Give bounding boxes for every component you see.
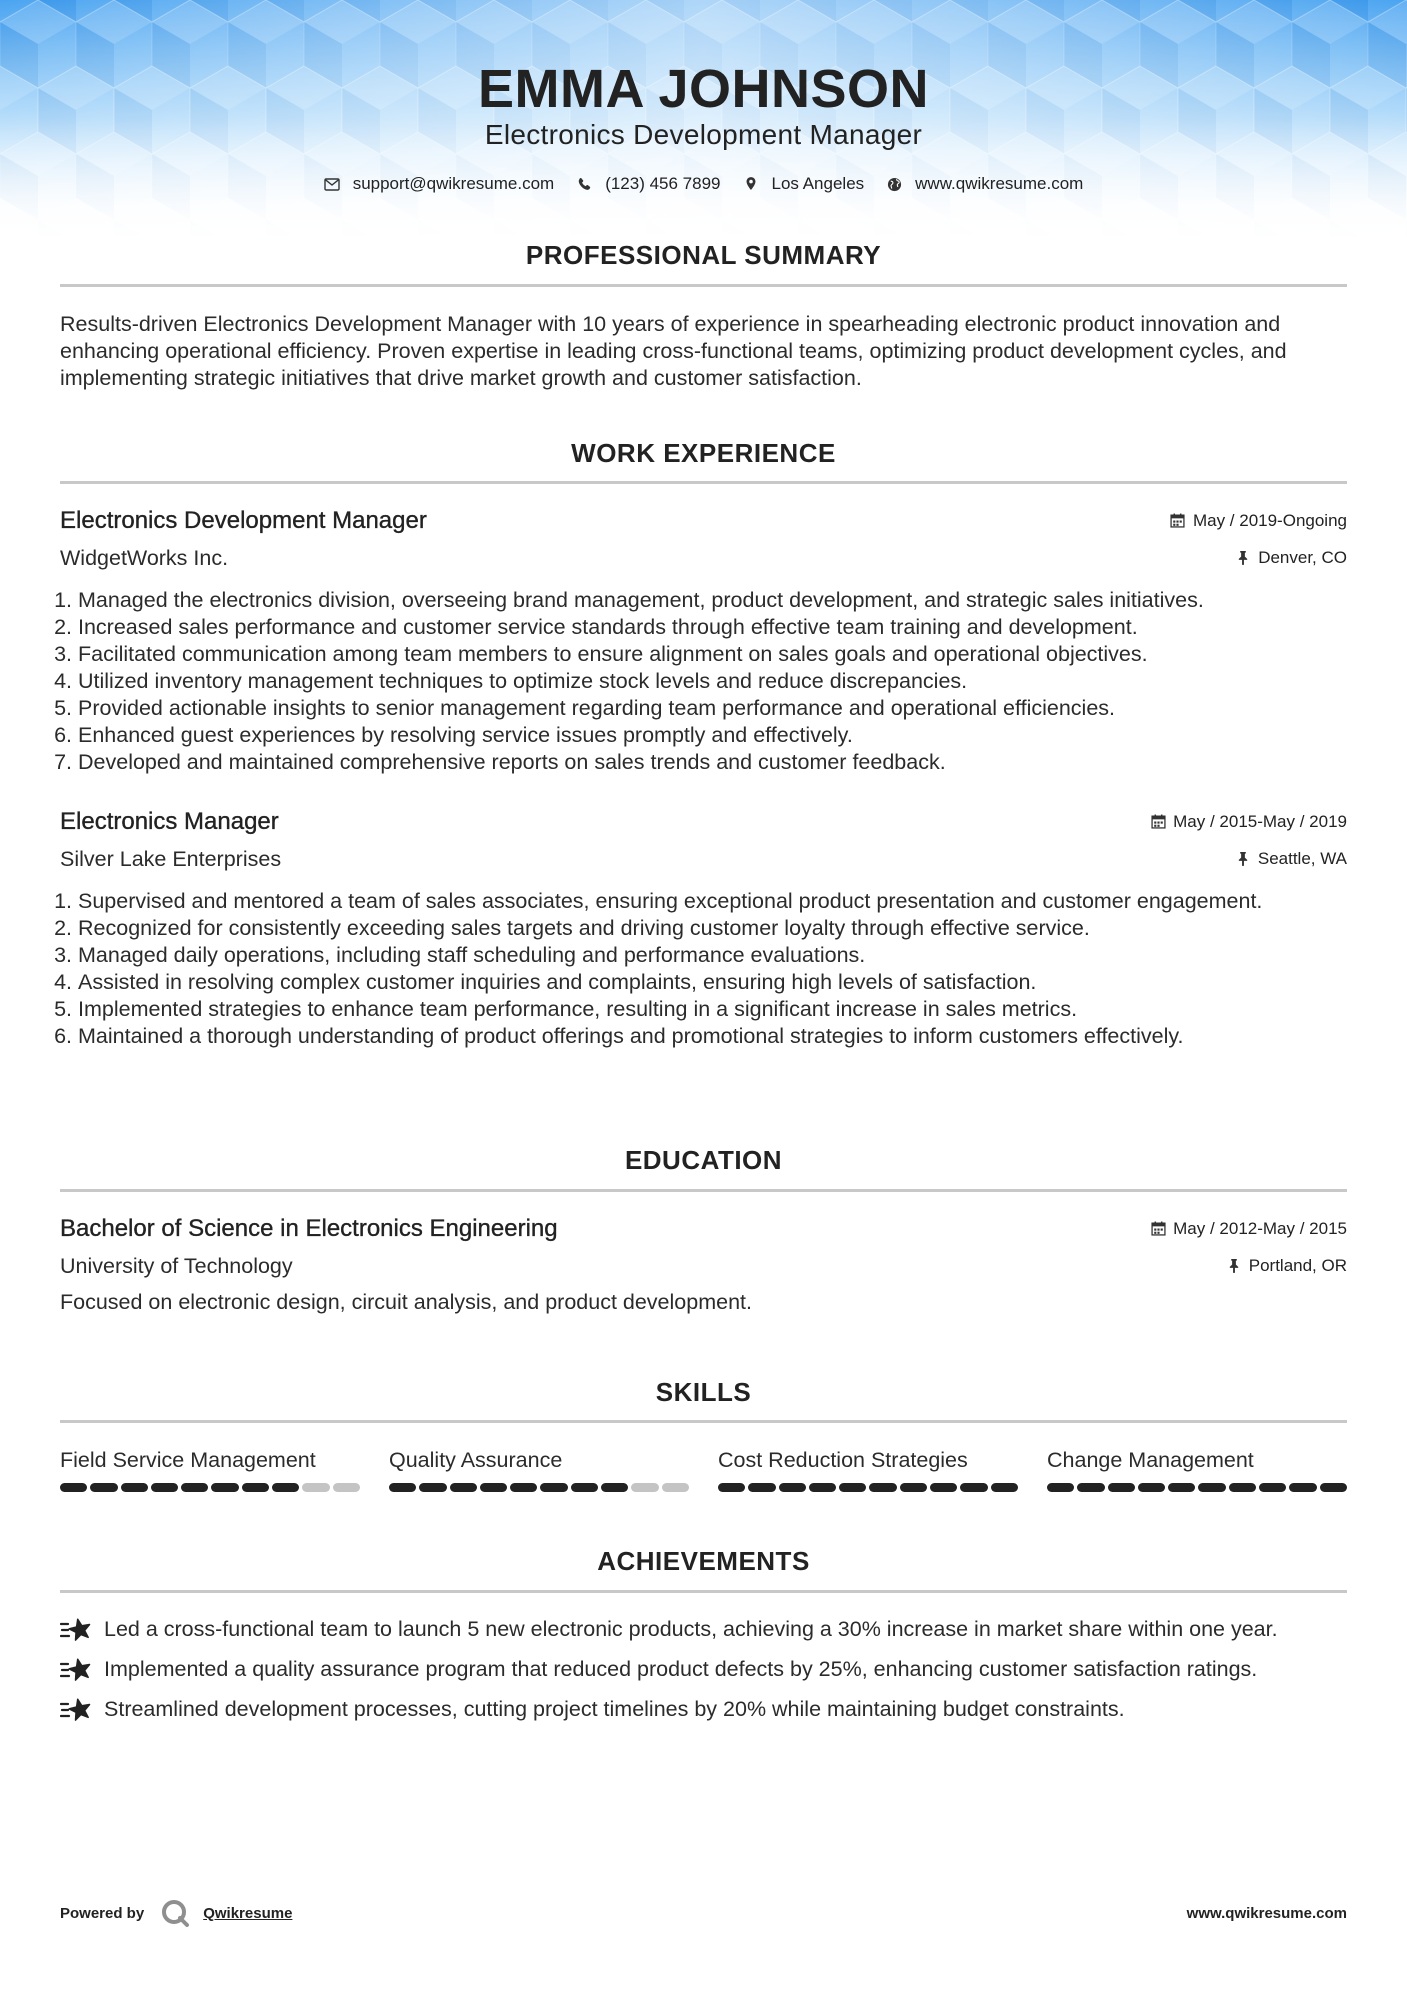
list-item: 2. Recognized for consistently exceeding sales targets and driving customer loyalty through effective service. <box>78 915 1347 942</box>
list-item: 6. Enhanced guest experiences by resolving service issues promptly and effectively. <box>78 722 1347 749</box>
footer-website[interactable]: www.qwikresume.com <box>1186 1904 1347 1922</box>
job-dates-text: May / 2015-May / 2019 <box>1173 811 1347 831</box>
achievement-item <box>60 1616 1347 1643</box>
achievement-item <box>60 1696 1347 1723</box>
skill-segment-empty <box>631 1483 658 1492</box>
skills-grid <box>60 1447 1347 1492</box>
job-dates <box>1150 811 1347 833</box>
skill-segment-filled <box>718 1483 745 1492</box>
skill-segment-filled <box>389 1483 416 1492</box>
education-description: Focused on electronic design, circuit analysis, and product development. <box>60 1290 752 1314</box>
achievement-text: Led a cross-functional team to launch 5 new electronic products, achieving a 30% increase in market share within one year. <box>104 1617 1278 1641</box>
skill-segment-filled <box>510 1483 537 1492</box>
skill-item <box>1047 1447 1347 1492</box>
skill-item <box>718 1447 1018 1492</box>
list-item: 3. Facilitated communication among team members to ensure alignment on sales goals and operational objectives. <box>78 641 1347 668</box>
star-icon <box>60 1615 92 1643</box>
list-item: 7. Developed and maintained comprehensive reports on sales trends and customer feedback. <box>78 749 1347 776</box>
work-experience-divider <box>60 481 1347 484</box>
job-location-text: Seattle, WA <box>1257 848 1347 868</box>
achievements-list <box>60 1616 1347 1736</box>
skill-segment-filled <box>1289 1483 1316 1492</box>
qwikresume-link[interactable]: Qwikresume <box>203 1904 293 1922</box>
summary-text: Results-driven Electronics Development Manager with 10 years of experience in spearheading electronic product innovation and enhancing operational efficiency. Proven expertise in leading cross-functional teams, optimizing product development cycles, and implementing strategic initiatives that drive market growth and customer satisfaction. <box>60 312 1287 390</box>
skill-segment-filled <box>960 1483 987 1492</box>
skill-level-bar <box>60 1483 360 1492</box>
star-icon <box>60 1655 92 1683</box>
job-responsibilities <box>60 888 1347 1050</box>
skill-segment-filled <box>181 1483 208 1492</box>
achievement-text: Implemented a quality assurance program that reduced product defects by 25%, enhancing customer satisfaction ratings. <box>104 1657 1258 1681</box>
skill-segment-filled <box>1198 1483 1225 1492</box>
job-entry <box>60 807 1347 1050</box>
job-company: WidgetWorks Inc. <box>60 546 229 570</box>
education-location-text: Portland, OR <box>1248 1255 1347 1275</box>
skills-heading: SKILLS <box>655 1377 752 1407</box>
phone-text: (123) 456 7899 <box>605 174 721 193</box>
globe-icon <box>886 176 902 192</box>
skill-segment-filled <box>869 1483 896 1492</box>
skill-segment-filled <box>1138 1483 1165 1492</box>
achievement-text: Streamlined development processes, cutting project timelines by 20% while maintaining budget constraints. <box>104 1697 1125 1721</box>
skill-segment-filled <box>900 1483 927 1492</box>
job-company-row <box>60 846 1347 872</box>
skill-item <box>60 1447 360 1492</box>
skill-segment-filled <box>60 1483 87 1492</box>
email-text[interactable]: support@qwikresume.com <box>352 174 555 193</box>
skill-segment-filled <box>748 1483 775 1492</box>
skill-name: Change Management <box>1047 1448 1254 1472</box>
skill-segment-filled <box>480 1483 507 1492</box>
job-location <box>1235 848 1347 870</box>
skill-segment-filled <box>121 1483 148 1492</box>
website-text[interactable]: www.qwikresume.com <box>915 174 1084 193</box>
education-location <box>1226 1255 1347 1277</box>
contact-phone <box>576 173 720 195</box>
skill-level-bar <box>389 1483 689 1492</box>
skill-segment-filled <box>1168 1483 1195 1492</box>
skill-segment-filled <box>272 1483 299 1492</box>
candidate-title: Electronics Development Manager <box>484 119 923 150</box>
list-item: 1. Supervised and mentored a team of sales associates, ensuring exceptional product presentation and customer engagement. <box>78 888 1347 915</box>
contact-location <box>743 173 865 195</box>
skill-segment-filled <box>991 1483 1018 1492</box>
education-divider <box>60 1189 1347 1192</box>
job-title-row <box>60 506 1347 536</box>
degree-title: Bachelor of Science in Electronics Engineering <box>60 1215 558 1242</box>
skill-segment-filled <box>1229 1483 1256 1492</box>
job-responsibilities <box>60 587 1347 776</box>
skill-segment-filled <box>1259 1483 1286 1492</box>
contact-website[interactable] <box>886 173 1083 195</box>
school-row <box>60 1253 1347 1279</box>
skills-divider <box>60 1420 1347 1423</box>
job-dates-text: May / 2019-Ongoing <box>1192 510 1347 530</box>
list-item: 6. Maintained a thorough understanding of product offerings and promotional strategies to inform customers effectively. <box>78 1023 1347 1050</box>
envelope-icon <box>324 176 340 192</box>
summary-heading: PROFESSIONAL SUMMARY <box>525 240 882 270</box>
pin-icon <box>1235 550 1251 566</box>
job-dates <box>1170 510 1347 532</box>
skill-segment-filled <box>930 1483 957 1492</box>
skill-segment-filled <box>90 1483 117 1492</box>
skill-segment-empty <box>662 1483 689 1492</box>
education-dates <box>1150 1218 1347 1240</box>
skill-segment-filled <box>571 1483 598 1492</box>
skill-level-bar <box>1047 1483 1347 1492</box>
calendar-icon <box>1150 1221 1166 1237</box>
school-name: University of Technology <box>60 1254 293 1278</box>
contact-row <box>0 173 1407 195</box>
skill-segment-empty <box>302 1483 329 1492</box>
calendar-icon <box>1150 814 1166 830</box>
skill-item <box>389 1447 689 1492</box>
skill-segment-filled <box>839 1483 866 1492</box>
skill-segment-filled <box>211 1483 238 1492</box>
skill-segment-filled <box>151 1483 178 1492</box>
education-dates-text: May / 2012-May / 2015 <box>1173 1218 1347 1238</box>
list-item: 5. Provided actionable insights to senior management regarding team performance and operational efficiencies. <box>78 695 1347 722</box>
degree-row <box>60 1214 1347 1244</box>
footer-branding <box>60 1898 292 1928</box>
location-text: Los Angeles <box>771 174 865 193</box>
page-footer <box>60 1898 1347 1928</box>
skill-segment-filled <box>1320 1483 1347 1492</box>
skill-level-bar <box>718 1483 1018 1492</box>
list-item: 4. Utilized inventory management techniques to optimize stock levels and reduce discrepancies. <box>78 668 1347 695</box>
candidate-name: EMMA JOHNSON <box>477 59 930 119</box>
skill-segment-filled <box>779 1483 806 1492</box>
achievements-heading: ACHIEVEMENTS <box>597 1546 810 1576</box>
star-icon <box>60 1695 92 1723</box>
job-title: Electronics Development Manager <box>60 507 427 534</box>
skill-name: Field Service Management <box>60 1448 316 1472</box>
job-location-text: Denver, CO <box>1258 547 1347 567</box>
job-company-row <box>60 545 1347 571</box>
skill-name: Quality Assurance <box>389 1448 563 1472</box>
list-item: 4. Assisted in resolving complex customer inquiries and complaints, ensuring high levels of satisfaction. <box>78 969 1347 996</box>
job-entry <box>60 506 1347 776</box>
list-item: 2. Increased sales performance and customer service standards through effective team training and development. <box>78 614 1347 641</box>
skill-segment-filled <box>1047 1483 1074 1492</box>
skill-segment-empty <box>333 1483 360 1492</box>
powered-by-label: Powered by <box>60 1904 145 1922</box>
job-title-row <box>60 807 1347 837</box>
pin-icon <box>1235 851 1251 867</box>
qwikresume-logo-icon[interactable] <box>160 1898 190 1928</box>
skill-segment-filled <box>1108 1483 1135 1492</box>
list-item: 1. Managed the electronics division, overseeing brand management, product development, and strategic sales initiatives. <box>78 587 1347 614</box>
pin-icon <box>1226 1258 1242 1274</box>
contact-email[interactable] <box>324 173 555 195</box>
skill-segment-filled <box>242 1483 269 1492</box>
education-entry <box>60 1214 1347 1315</box>
job-company: Silver Lake Enterprises <box>60 847 282 871</box>
job-location <box>1235 547 1347 569</box>
job-title: Electronics Manager <box>60 808 279 835</box>
achievements-divider <box>60 1590 1347 1593</box>
skill-segment-filled <box>540 1483 567 1492</box>
calendar-icon <box>1170 513 1186 529</box>
education-heading: EDUCATION <box>624 1145 783 1175</box>
phone-icon <box>576 176 592 192</box>
skill-segment-filled <box>809 1483 836 1492</box>
skill-segment-filled <box>419 1483 446 1492</box>
skill-name: Cost Reduction Strategies <box>718 1448 968 1472</box>
list-item: 3. Managed daily operations, including staff scheduling and performance evaluations. <box>78 942 1347 969</box>
skill-segment-filled <box>1077 1483 1104 1492</box>
map-marker-icon <box>743 176 759 192</box>
work-experience-heading: WORK EXPERIENCE <box>571 438 836 468</box>
achievement-item <box>60 1656 1347 1683</box>
summary-divider <box>60 284 1347 287</box>
skill-segment-filled <box>450 1483 477 1492</box>
skill-segment-filled <box>601 1483 628 1492</box>
list-item: 5. Implemented strategies to enhance team performance, resulting in a significant increase in sales metrics. <box>78 996 1347 1023</box>
